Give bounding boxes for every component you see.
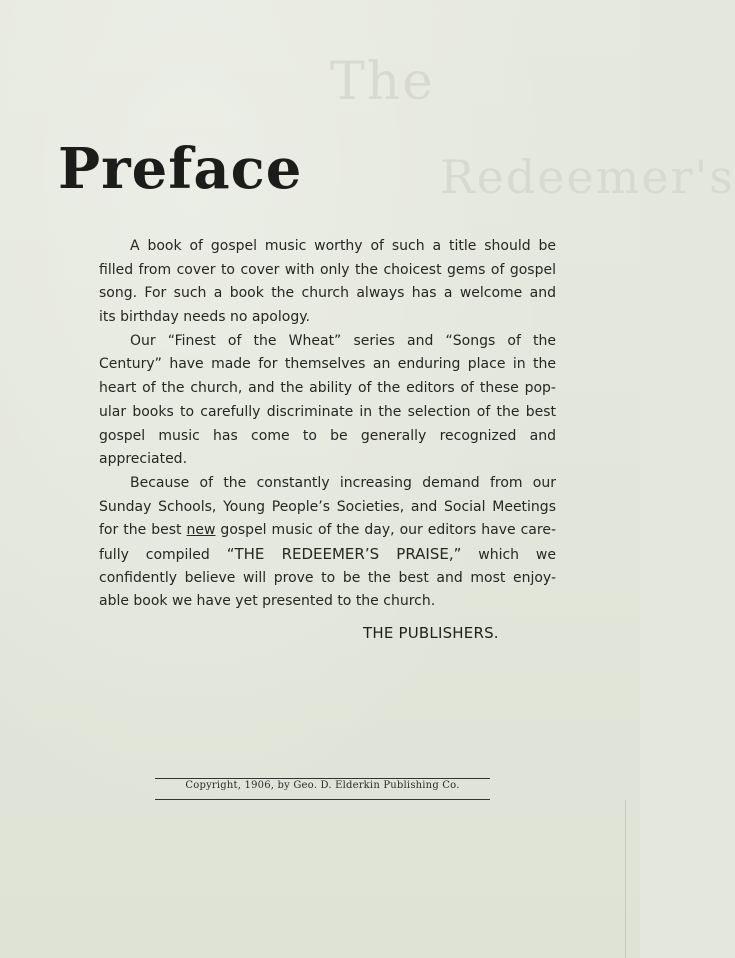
paragraph-line: gospel music has come to be generally recognized and bbox=[99, 427, 556, 444]
preface-body bbox=[99, 235, 556, 614]
line-text: for the best bbox=[99, 522, 187, 539]
paragraph-1 bbox=[99, 235, 556, 330]
paragraph-line: its birthday needs no apology. bbox=[99, 309, 310, 326]
rule-bottom bbox=[155, 799, 490, 800]
paragraph-line: Because of the constantly increasing demand from our bbox=[130, 474, 556, 491]
paragraph-line: heart of the church, and the ability of the editors of these pop- bbox=[99, 380, 556, 397]
bleed-through-text-1: The bbox=[330, 52, 435, 112]
copyright-notice: Copyright, 1906, by Geo. D. Elderkin Publishing Co. bbox=[185, 780, 460, 791]
signature: THE PUBLISHERS. bbox=[363, 624, 499, 642]
line-text: fully compiled bbox=[99, 546, 227, 563]
paragraph-2 bbox=[99, 330, 556, 472]
page-title: Preface bbox=[58, 136, 303, 202]
bleed-through-text-2: Redeemer's bbox=[440, 150, 735, 204]
line-text: which we bbox=[461, 546, 556, 563]
paragraph-line: able book we have yet presented to the church. bbox=[99, 593, 436, 610]
underlined-word: new bbox=[186, 522, 216, 539]
paragraph-line: Our “Finest of the Wheat” series and “Songs of the bbox=[130, 332, 556, 349]
paragraph-line bbox=[99, 543, 556, 567]
page-edge bbox=[625, 800, 634, 958]
rule-top bbox=[155, 778, 490, 779]
line-text: gospel music of the day, our editors have care- bbox=[215, 522, 557, 539]
paragraph-3 bbox=[99, 472, 556, 614]
paragraph-line: ular books to carefully discriminate in the selection of the best bbox=[99, 403, 556, 420]
paragraph-line: Century” have made for themselves an enduring place in the bbox=[99, 356, 556, 373]
paragraph-line: song. For such a book the church always has a welcome and bbox=[99, 285, 556, 302]
paragraph-line: Sunday Schools, Young People’s Societies, and Social Meetings bbox=[99, 498, 556, 515]
book-title: “THE REDEEMER’S PRAISE,” bbox=[226, 544, 462, 563]
paragraph-line: appreciated. bbox=[99, 451, 188, 468]
paragraph-line: filled from cover to cover with only the choicest gems of gospel bbox=[99, 261, 556, 278]
paragraph-line: confidently believe will prove to be the best and most enjoy- bbox=[99, 569, 556, 586]
paragraph-line bbox=[99, 519, 556, 543]
paragraph-line: A book of gospel music worthy of such a title should be bbox=[130, 238, 556, 254]
